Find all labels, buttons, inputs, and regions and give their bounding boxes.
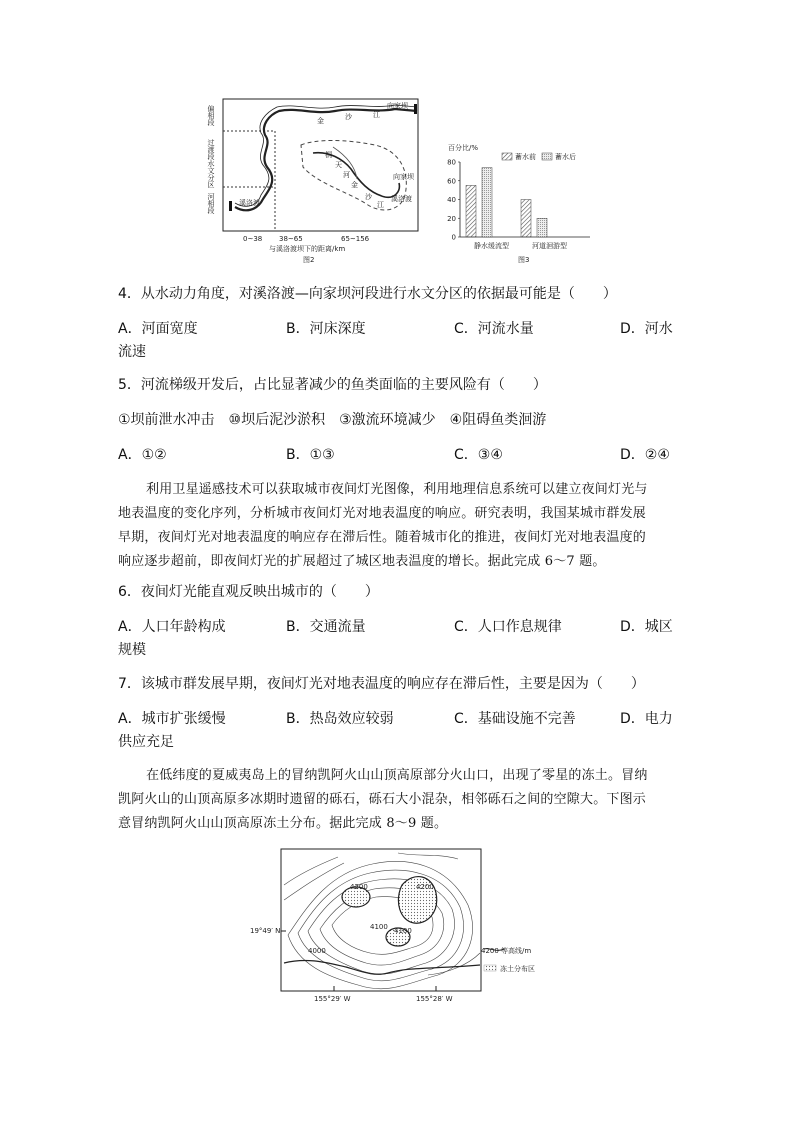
label-xiluodu: 溪洛渡 [239, 199, 260, 207]
figure-2-river-map [205, 95, 430, 265]
lon-label-1: 155°29′ W [314, 995, 351, 1003]
y-tick-label: 40 [447, 196, 456, 204]
inset-label-1: 桐 [325, 151, 332, 159]
inset-label-8: 溪洛渡 [391, 195, 412, 203]
bar-1-after [482, 168, 492, 237]
passage-1-line-3: 早期，夜间灯光对地表温度的响应存在滞后性。随着城市化的推进，夜间灯光对地表温度的 [118, 530, 647, 545]
passage-2-line-1: 在低纬度的夏威夷岛上的冒纳凯阿火山山顶高原部分火山口，出现了零星的冻土。冒纳 [146, 768, 648, 783]
map-frame [281, 849, 481, 991]
q6-option-a[interactable]: A．人口年龄构成 [118, 619, 226, 635]
map-legend [481, 946, 535, 973]
frozen-soil-contour-map [248, 845, 568, 1005]
question-5-stem: 5．河流梯级开发后，占比显著减少的鱼类面临的主要风险有（ ） [118, 377, 547, 393]
q6-option-d-wrap: 规模 [118, 642, 146, 658]
q4-option-d-wrap: 流速 [118, 344, 146, 360]
fig3-legend [502, 152, 576, 161]
inset-label-3: 河 [343, 171, 350, 179]
q5-option-d[interactable]: D．②④ [620, 447, 670, 463]
question-6-stem: 6．夜间灯光能直观反映出城市的（ ） [118, 584, 379, 600]
passage-1-line-1: 利用卫星遥感技术可以获取城市夜间灯光图像，利用地理信息系统可以建立夜间灯光与 [146, 482, 648, 497]
river-label-jiang: 江 [373, 111, 380, 119]
passage-1-line-2: 地表温度的变化序列，分析城市夜间灯光对地表温度的响应。研究表明，我国某城市群发展 [118, 506, 647, 521]
passage-2 [118, 764, 678, 836]
legend-contour: 4200 等高线/m [481, 947, 532, 955]
q6-option-d[interactable]: D．城区 [620, 619, 673, 635]
bar-1-before [466, 185, 476, 237]
tick-65-156: 65~156 [341, 235, 370, 243]
passage-1 [118, 478, 678, 574]
tick-0-38: 0~38 [243, 235, 263, 243]
q7-option-b[interactable]: B．热岛效应较弱 [286, 711, 394, 727]
bar-2-after [537, 218, 547, 237]
q6-option-c[interactable]: C．人口作息规律 [454, 619, 562, 635]
inset-label-2: 天 [335, 161, 342, 169]
q5-option-c[interactable]: C．③④ [454, 447, 503, 463]
inset-label-7: 向家坝 [393, 173, 414, 181]
q6-option-b[interactable]: B．交通流量 [286, 619, 366, 635]
category-label-2: 河道洄游型 [532, 242, 567, 250]
bar-2-before [521, 200, 531, 238]
q4-option-c[interactable]: C．河流水量 [454, 321, 534, 337]
label-lower-section: 河相段 [207, 193, 215, 214]
q7-option-a[interactable]: A．城市扩张缓慢 [118, 711, 226, 727]
label-transition-section: 过渡段水文分区 [207, 139, 215, 188]
category-label-1: 静水缓流型 [474, 242, 509, 250]
passage-2-line-2: 凯阿火山的山顶高原多冰期时遗留的砾石，砾石大小混杂，相邻砾石之间的空隙大。下图示 [118, 792, 647, 807]
label-upper-section: 偏相段 [207, 105, 215, 126]
river-label-jin: 金 [317, 117, 324, 125]
inset-label-6: 江 [377, 201, 384, 209]
legend-frozen: 冻土分布区 [500, 965, 535, 973]
question-7-stem: 7．该城市群发展早期，夜间灯光对地表温度的响应存在滞后性，主要是因为（ ） [118, 676, 645, 692]
q4-option-a[interactable]: A．河面宽度 [118, 321, 198, 337]
y-tick-label: 0 [451, 233, 456, 242]
q4-option-b[interactable]: B．河床深度 [286, 321, 366, 337]
passage-2-line-3: 意冒纳凯阿火山山顶高原冻土分布。据此完成 8～9 题。 [118, 816, 448, 831]
figure-3-bar-chart [440, 140, 600, 265]
q7-option-d-wrap: 供应充足 [118, 734, 174, 750]
tick-38-65: 38~65 [279, 235, 303, 243]
fig2-caption: 图2 [303, 256, 315, 264]
y-tick-label: 60 [447, 177, 456, 186]
q5-option-b[interactable]: B．①③ [286, 447, 335, 463]
fig3-ylabel: 百分比/% [448, 144, 479, 152]
y-tick-label: 20 [447, 214, 456, 223]
river-label-sha: 沙 [345, 113, 352, 121]
contour-label-4100a: 4100 [370, 923, 388, 931]
jinsha-river-line [235, 109, 417, 210]
q7-option-c[interactable]: C．基础设施不完善 [454, 711, 576, 727]
lat-label: 19°49′ N [250, 927, 281, 935]
legend-before: 蓄水前 [515, 153, 536, 161]
river-label-xiangjiaba: 向家坝 [387, 102, 408, 110]
contour-label-4200b: 4200 [416, 883, 434, 891]
inset-label-5: 沙 [365, 193, 372, 201]
q5-items: ①坝前泄水冲击 ⑩坝后泥沙淤积 ③激流环境减少 ④阻碍鱼类洄游 [118, 412, 547, 428]
contour-label-4200a: 4200 [350, 883, 368, 891]
contour-label-4000: 4000 [308, 947, 326, 955]
question-4-stem: 4．从水动力角度，对溪洛渡—向家坝河段进行水文分区的依据最可能是（ ） [118, 286, 617, 302]
q7-option-d[interactable]: D．电力 [620, 711, 673, 727]
q4-option-d[interactable]: D．河水 [620, 321, 673, 337]
legend-after: 蓄水后 [555, 153, 576, 161]
fig3-caption: 图3 [518, 256, 530, 264]
passage-1-line-4: 响应逐步超前，即夜间灯光的扩展超过了城区地表温度的增长。据此完成 6～7 题。 [118, 554, 606, 569]
y-tick-label: 80 [447, 158, 456, 167]
contour-label-4100b: 4100 [394, 927, 412, 935]
q5-option-a[interactable]: A．①② [118, 447, 167, 463]
lon-label-2: 155°28′ W [416, 995, 453, 1003]
fig2-xlabel: 与溪洛渡坝下的距离/km [269, 245, 346, 253]
inset-label-4: 金 [351, 181, 358, 189]
